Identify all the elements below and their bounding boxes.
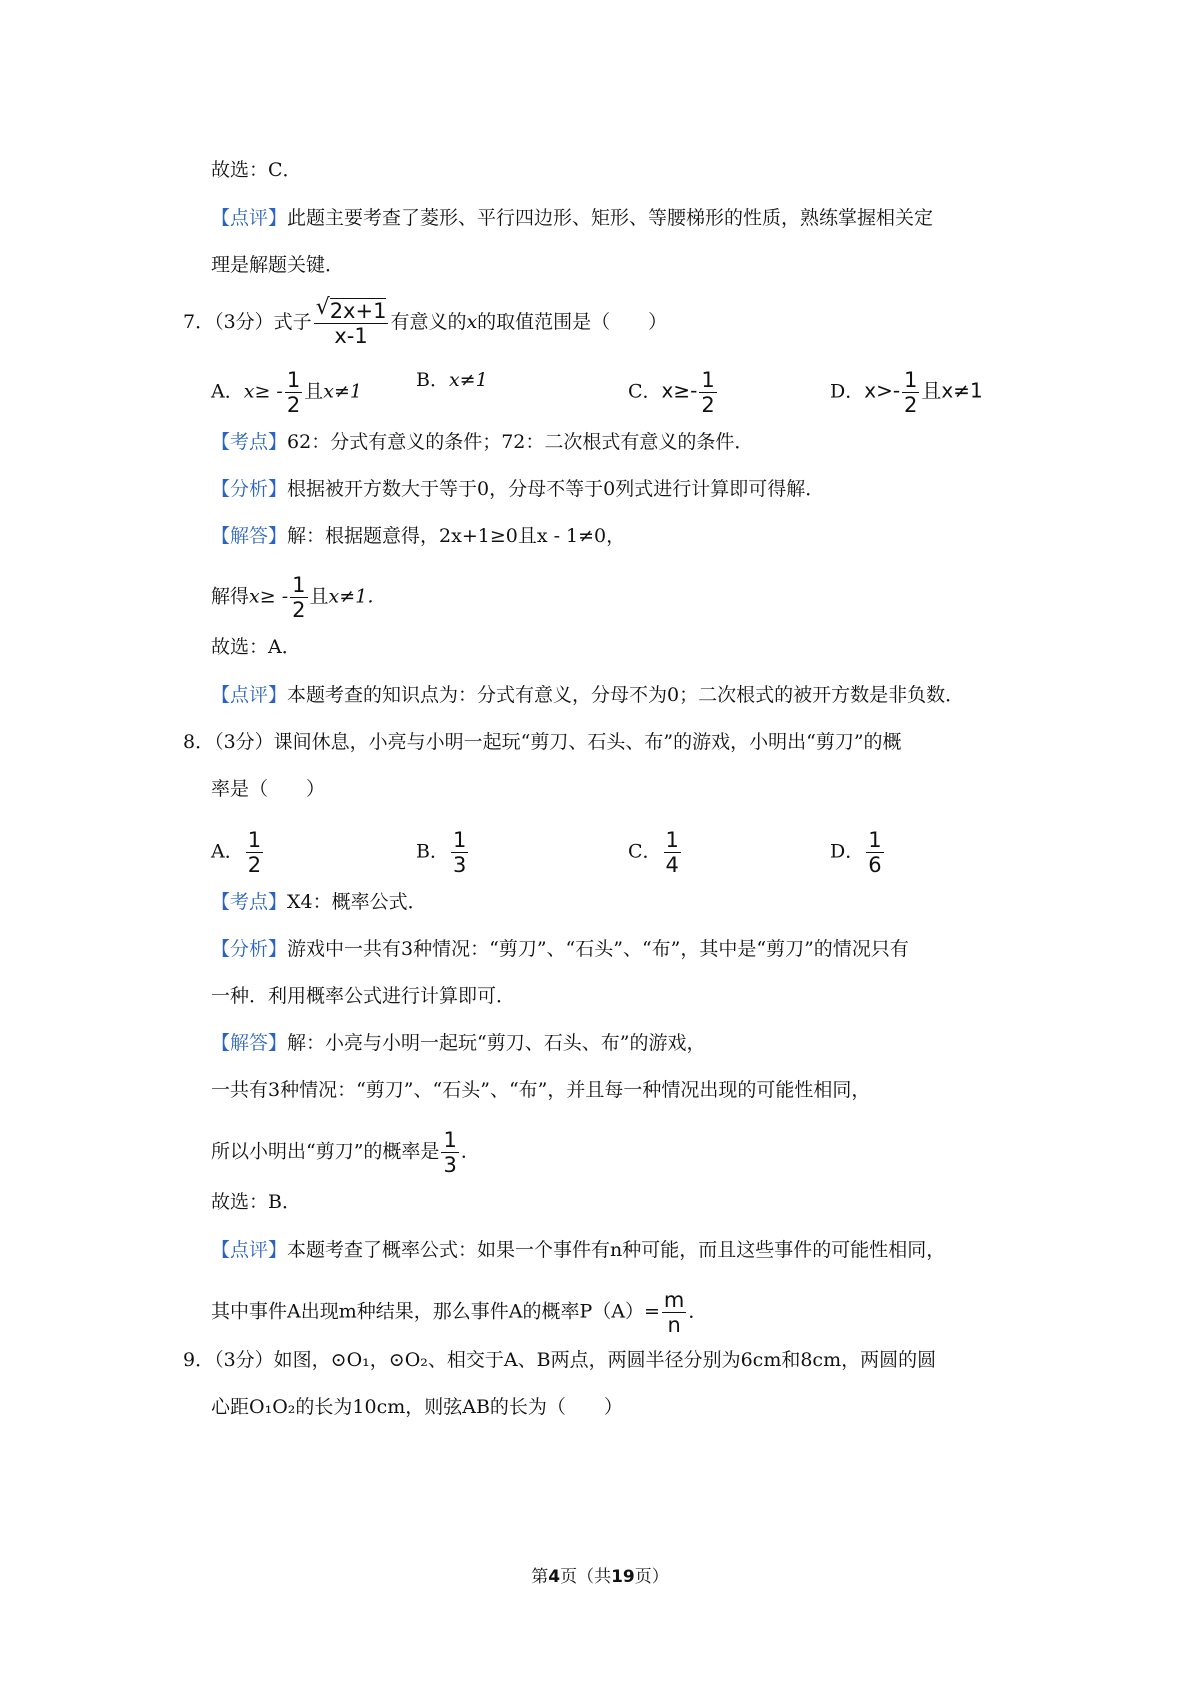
q7-option-a <box>211 368 362 417</box>
q8-stem-text: （3分）课间休息，小亮与小明一起玩“剪刀、石头、布”的游戏，小明出“剪刀”的概 <box>214 731 902 753</box>
q7-expr-numerator: 2x+1 <box>329 299 387 323</box>
dianping-text: 本题考查了概率公式：如果一个事件有n种可能，而且这些事件的可能性相同， <box>287 1239 946 1261</box>
q7-number: 7． <box>183 311 215 333</box>
jieda-text: 所以小明出“剪刀”的概率是 <box>211 1140 440 1163</box>
kaodian-tag: 【考点】 <box>211 431 288 453</box>
q8-stem-cont: 率是（ ） <box>211 778 326 800</box>
numerator: 1 <box>286 368 301 392</box>
q7-dianping <box>211 683 964 707</box>
fraction <box>246 828 263 877</box>
option-label: B． <box>416 840 449 863</box>
q7-expr-denominator: x-1 <box>334 324 368 348</box>
jieda-tag: 【解答】 <box>211 1032 288 1054</box>
q8-option-c <box>628 828 683 877</box>
q8-jieda-3 <box>211 1128 480 1177</box>
q8-jieda-2: 一共有3种情况：“剪刀”、“石头”、“布”，并且每一种情况出现的可能性相同， <box>211 1079 871 1101</box>
jieda-text: 解：根据题意得，2x+1≥0且x - 1≠0， <box>287 525 626 547</box>
jieda-tag: 【解答】 <box>211 525 288 547</box>
numerator: 1 <box>665 828 679 852</box>
q8-number: 8． <box>183 731 215 753</box>
fraction <box>866 828 883 877</box>
fraction <box>662 1288 686 1337</box>
option-text: 且 <box>304 380 324 403</box>
fraction <box>285 368 302 417</box>
q7-option-c <box>628 368 719 417</box>
q9-number: 9． <box>183 1349 215 1371</box>
jiede-text: 且 <box>309 585 329 608</box>
dianping-text: 其中事件A出现m种结果，那么事件A的概率P（A）= <box>211 1300 660 1323</box>
fenxi-tag: 【分析】 <box>211 478 288 500</box>
q8-kaodian <box>211 890 427 914</box>
denominator: n <box>667 1313 681 1337</box>
q8-jieda <box>211 1031 705 1055</box>
dianping-tag: 【点评】 <box>211 684 288 706</box>
option-text: x≠1 <box>323 380 362 403</box>
option-label: C． <box>628 380 662 403</box>
q7-expression: √ 2x+1 x-1 <box>315 295 387 348</box>
q8-stem <box>183 730 902 754</box>
numerator: 1 <box>904 368 918 392</box>
kaodian-text: 62：分式有意义的条件；72：二次根式有意义的条件． <box>287 431 754 453</box>
fraction <box>902 368 919 417</box>
option-label: B． <box>416 369 449 391</box>
q7-stem-rest: 有意义的 <box>390 311 467 333</box>
numerator: m <box>663 1288 685 1312</box>
option-text: 且x≠1 <box>921 378 983 403</box>
option-text: x≥ - <box>243 380 283 403</box>
option-label: A． <box>211 840 244 863</box>
fenxi-text: 游戏中一共有3种情况：“剪刀”、“石头”、“布”，其中是“剪刀”的情况只有 <box>287 938 909 960</box>
prev-comment <box>211 206 933 230</box>
fenxi-tag: 【分析】 <box>211 938 288 960</box>
numerator: 1 <box>701 368 715 392</box>
jiede-var: x≥ - <box>249 585 289 608</box>
denominator: 6 <box>868 853 882 877</box>
prev-choice: 故选：C． <box>211 159 302 181</box>
option-label: D． <box>830 840 865 863</box>
q8-choice: 故选：B． <box>211 1191 301 1213</box>
numerator: 1 <box>868 828 882 852</box>
q7-jieda <box>211 524 625 548</box>
kaodian-text: X4：概率公式． <box>287 891 427 913</box>
comment-text: 此题主要考查了菱形、平行四边形、矩形、等腰梯形的性质，熟练掌握相关定 <box>287 207 934 229</box>
footer-text: 页） <box>634 1567 669 1587</box>
denominator: 2 <box>701 393 715 417</box>
prev-comment-cont: 理是解题关键． <box>211 254 345 276</box>
jieda-text: ． <box>460 1140 480 1163</box>
footer-text: 第 <box>531 1567 549 1587</box>
jiede-text: x≠1． <box>328 585 387 608</box>
dianping-text: ． <box>688 1300 708 1323</box>
fraction <box>290 573 307 622</box>
jieda-text: 解：小亮与小明一起玩“剪刀、石头、布”的游戏， <box>287 1032 706 1054</box>
dianping-text: 本题考查的知识点为：分式有意义，分母不为0；二次根式的被开方数是非负数． <box>287 684 965 706</box>
q7-option-b <box>416 368 488 392</box>
denominator: 4 <box>665 853 679 877</box>
page-total: 19 <box>611 1567 635 1587</box>
q7-choice: 故选：A． <box>211 636 301 658</box>
denominator: 3 <box>443 1153 457 1177</box>
denominator: 3 <box>452 853 467 877</box>
q9-stem-cont: 心距O₁O₂的长为10cm，则弦AB的长为（ ） <box>211 1396 623 1418</box>
fenxi-text: 根据被开方数大于等于0，分母不等于0列式进行计算即可得解． <box>287 478 825 500</box>
q7-option-d <box>830 368 983 417</box>
q8-option-b <box>416 828 470 877</box>
q9-stem <box>183 1348 936 1372</box>
q7-stem-end: 的取值范围是（ ） <box>477 311 668 333</box>
page-footer <box>0 1562 1200 1587</box>
q7-kaodian <box>211 430 753 454</box>
numerator: 1 <box>443 1128 457 1152</box>
q7-jiede <box>211 573 386 622</box>
numerator: 1 <box>292 573 306 597</box>
q8-dianping <box>211 1238 945 1262</box>
numerator: 1 <box>247 828 262 852</box>
fraction <box>451 828 468 877</box>
dianping-tag: 【点评】 <box>211 1239 288 1261</box>
q8-option-a <box>211 828 265 877</box>
option-label: C． <box>628 840 662 863</box>
q7-score: （3分）式子 <box>214 311 312 333</box>
jiede-text: 解得 <box>211 585 250 608</box>
footer-text: 页（共 <box>560 1567 612 1587</box>
option-text: x≥- <box>661 378 698 403</box>
q8-fenxi-cont: 一种．利用概率公式进行计算即可． <box>211 985 516 1007</box>
q8-fenxi <box>211 937 909 961</box>
numerator: 1 <box>452 828 467 852</box>
option-text: x≠1 <box>448 369 488 391</box>
option-text: x>- <box>864 378 901 403</box>
denominator: 2 <box>904 393 918 417</box>
denominator: 2 <box>247 853 262 877</box>
q9-stem-text: （3分）如图，⊙O₁，⊙O₂、相交于A、B两点，两圆半径分别为6cm和8cm，两圆的圆 <box>214 1349 937 1371</box>
fraction <box>441 1128 458 1177</box>
fraction <box>699 368 716 417</box>
comment-tag: 【点评】 <box>211 207 288 229</box>
fraction <box>664 828 681 877</box>
q7-stem <box>183 295 668 348</box>
q8-dianping-cont <box>211 1288 707 1337</box>
q7-var: x <box>466 311 478 333</box>
q7-fenxi <box>211 477 824 501</box>
denominator: 2 <box>286 393 301 417</box>
option-label: A． <box>211 380 244 403</box>
option-label: D． <box>830 380 865 403</box>
kaodian-tag: 【考点】 <box>211 891 288 913</box>
q8-option-d <box>830 828 886 877</box>
denominator: 2 <box>292 598 306 622</box>
page-number: 4 <box>548 1567 561 1587</box>
